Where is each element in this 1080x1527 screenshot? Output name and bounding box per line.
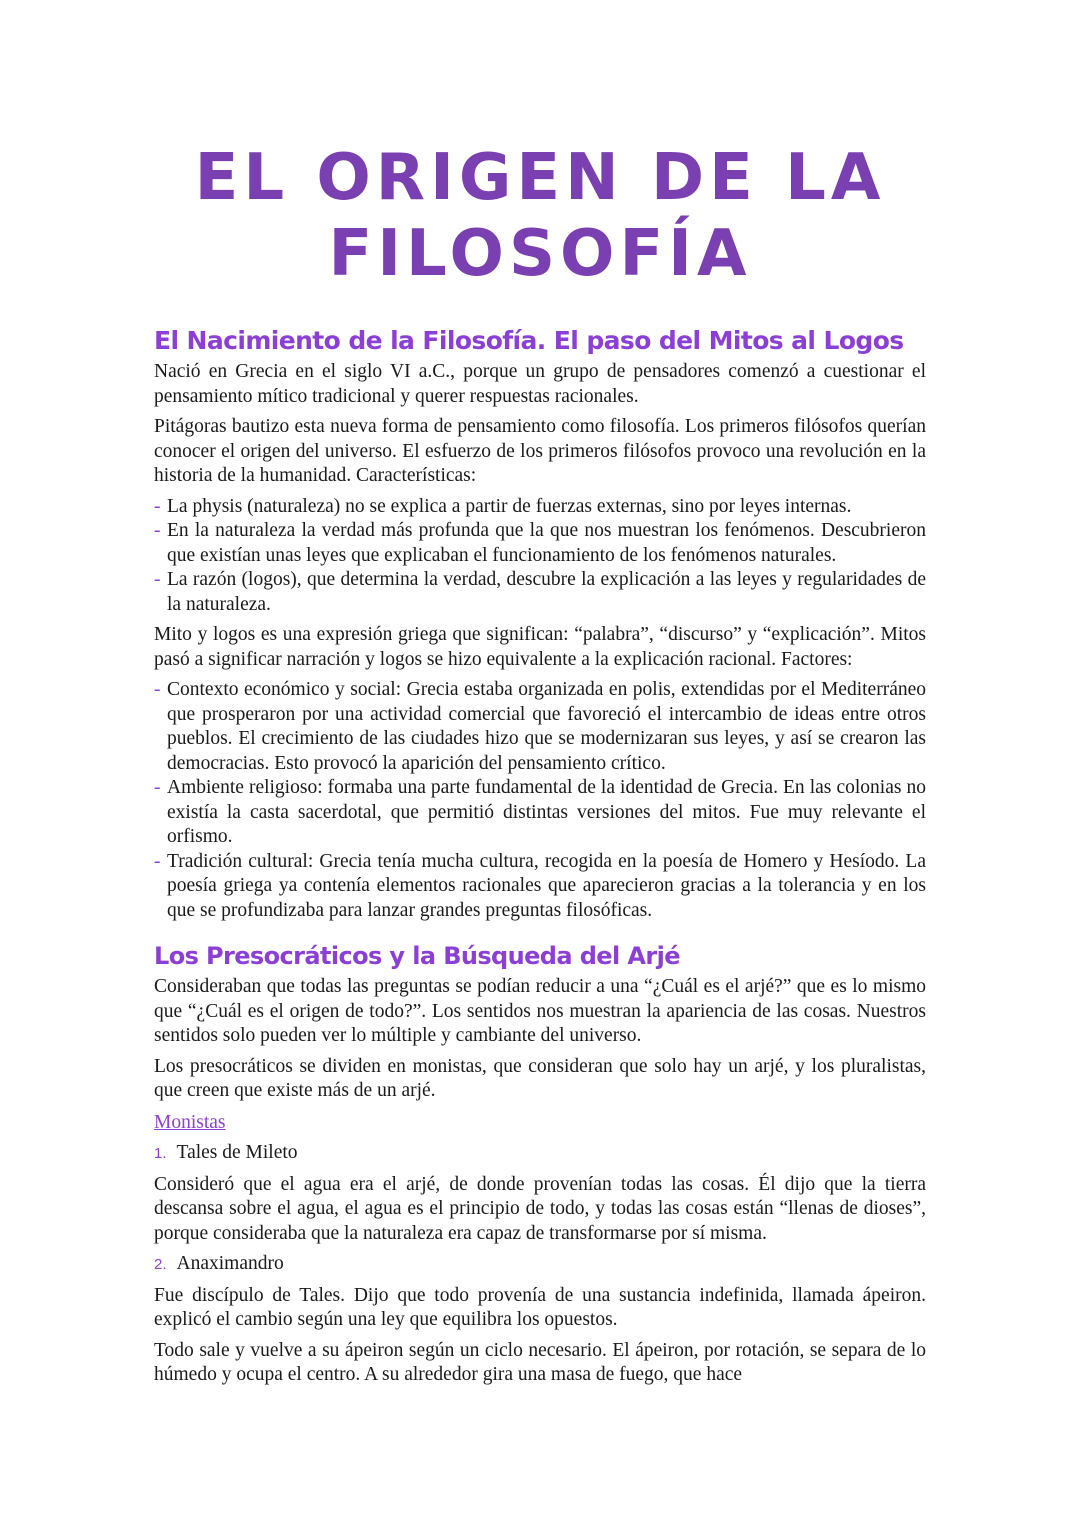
paragraph: Todo sale y vuelve a su ápeiron según un ciclo necesario. El ápeiron, por rotación, se separa de lo húmedo y ocupa el centro. A su alrededor gira una masa de fuego, que hace xyxy=(154,1339,926,1385)
paragraph: Mito y logos es una expresión griega que significan: “palabra”, “discurso” y “explicación”. Mitos pasó a significar narración y logos se hizo equivalente a la explicación racional. Factores: xyxy=(154,624,926,670)
list-item: - En la naturaleza la verdad más profunda que la que nos muestran los fenómenos. Descubrieron que existían unas leyes que explicaban el funcionamiento de los fenómenos naturales. xyxy=(154,520,926,566)
list-item: - La physis (naturaleza) no se explica a partir de fuerzas externas, sino por leyes internas. xyxy=(154,495,926,520)
paragraph: Los presocráticos se dividen en monistas, que consideran que solo hay un arjé, y los pluralistas, que creen que existe más de un arjé. xyxy=(154,1055,926,1101)
paragraph: Pitágoras bautizo esta nueva forma de pensamiento como filosofía. Los primeros filósofos querían conocer el origen del universo. El esfuerzo de los primeros filósofos provoco una revolución en la historia de la humanidad. Características: xyxy=(154,416,926,486)
section-heading-nacimiento: El Nacimiento de la Filosofía. El paso del Mitos al Logos xyxy=(154,326,904,355)
dash-bullet: - xyxy=(154,569,161,590)
list-item: - Contexto económico y social: Grecia estaba organizada en polis, extendidas por el Mediterráneo que prosperaron por una actividad comercial que favoreció el intercambio de ideas entre otros pueblos. El crecimiento de las ciudades hizo que se modernizaran sus leyes, y así se crearon las democracias. Esto provocó la aparición del pensamiento crítico. xyxy=(154,679,926,774)
page-title: EL ORIGEN DE LA FILOSOFÍA xyxy=(194,141,886,291)
factors-list xyxy=(154,678,926,923)
section-heading-presocraticos: Los Presocráticos y la Búsqueda del Arjé xyxy=(154,942,680,970)
characteristics-list xyxy=(154,495,926,618)
paragraph: Fue discípulo de Tales. Dijo que todo provenía de una sustancia indefinida, llamada ápeiron. explicó el cambio según una ley que equilibra los opuestos. xyxy=(154,1284,926,1330)
dash-bullet: - xyxy=(154,850,161,872)
dash-bullet: - xyxy=(154,679,161,700)
dash-bullet: - xyxy=(154,495,161,517)
numbered-item: 1. Tales de Mileto xyxy=(154,1142,298,1163)
list-item: - La razón (logos), que determina la verdad, descubre la explicación a las leyes y regularidades de la naturaleza. xyxy=(154,569,926,615)
list-item: - Tradición cultural: Grecia tenía mucha cultura, recogida en la poesía de Homero y Hesíodo. La poesía griega ya contenía elementos racionales que aparecieron gracias a la tolerancia y en los que se profundizaba para lanzar grandes preguntas filosóficas. xyxy=(154,850,926,921)
dash-bullet: - xyxy=(154,777,161,798)
numbered-item: 2. Anaximandro xyxy=(154,1253,284,1274)
paragraph: Consideró que el agua era el arjé, de donde provenían todas las cosas. Él dijo que la tierra descansa sobre el agua, el agua es el principio de todo, y todas las cosas están “llenas de dioses”, porque consideraba que la naturaleza era capaz de transformarse por sí misma. xyxy=(154,1173,926,1244)
subheading-monistas: Monistas xyxy=(154,1111,226,1133)
paragraph: Nació en Grecia en el siglo VI a.C., porque un grupo de pensadores comenzó a cuestionar el pensamiento mítico tradicional y querer respuestas racionales. xyxy=(154,361,926,407)
paragraph: Consideraban que todas las preguntas se podían reducir a una “¿Cuál es el arjé?” que es lo mismo que “¿Cuál es el origen de todo?”. Los sentidos nos muestran la apariencia de las cosas. Nuestros sentidos solo pueden ver lo múltiple y cambiante del universo. xyxy=(154,976,926,1046)
dash-bullet: - xyxy=(154,520,161,541)
list-item: - Ambiente religioso: formaba una parte fundamental de la identidad de Grecia. En las colonias no existía la casta sacerdotal, que permitió distintas versiones del mitos. Fue muy relevante el orfismo. xyxy=(154,777,926,847)
